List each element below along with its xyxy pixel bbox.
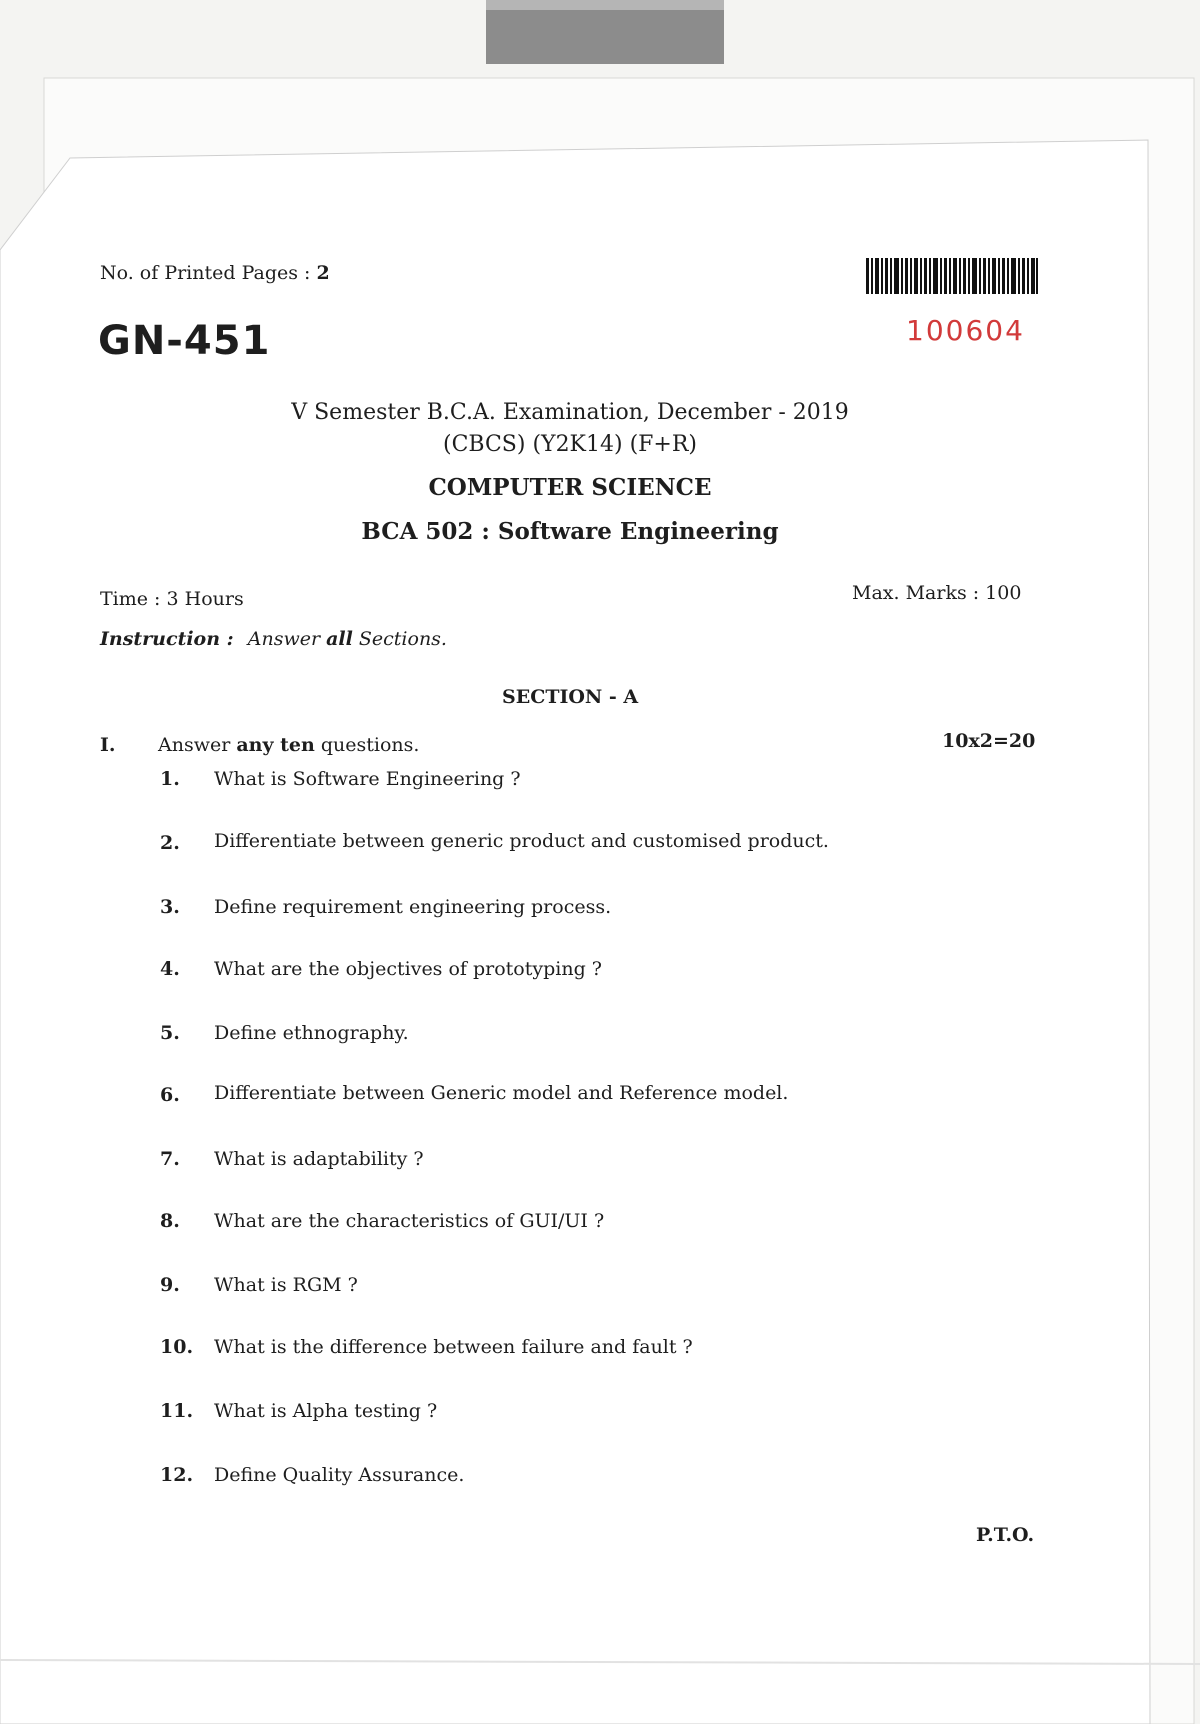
instruction-text-post: Sections. [358,628,447,650]
question-number: 9. [160,1274,180,1296]
paper-code: GN-451 [98,318,271,364]
question-number: 10. [160,1336,194,1358]
instruction-text-bold: all [326,628,353,650]
exam-title-line-1: V Semester B.C.A. Examination, December - 2019 [291,400,849,425]
question-text: Define ethnography. [214,1022,409,1044]
printed-pages-label [100,262,330,284]
section-a-marks: 10x2=20 [942,730,1036,752]
section-a-heading: SECTION - A [502,686,639,708]
subject-title: COMPUTER SCIENCE [428,474,712,501]
question-text: What are the objectives of prototyping ? [214,958,602,980]
question-number: 2. [160,832,180,854]
prompt-post: questions. [320,734,420,756]
instruction-line [100,628,447,650]
instruction-text-pre: Answer [247,628,321,650]
question-text: What are the characteristics of GUI/UI ? [214,1210,605,1232]
question-text: What is adaptability ? [214,1148,424,1170]
question-number: 12. [160,1464,194,1486]
printed-pages-text: No. of Printed Pages : [100,262,311,284]
question-number: 5. [160,1022,180,1044]
serial-number: 100604 [906,314,1025,347]
question-text: What is RGM ? [214,1274,358,1296]
prompt-bold: any ten [236,734,315,756]
question-number: 7. [160,1148,180,1170]
please-turn-over: P.T.O. [976,1524,1035,1546]
question-number: 3. [160,896,180,918]
section-a-prompt [158,734,419,756]
question-text: What is Alpha testing ? [214,1400,438,1422]
question-number: 8. [160,1210,180,1232]
section-roman-numeral: I. [100,734,116,756]
prompt-pre: Answer [158,734,231,756]
question-text: What is the difference between failure and fault ? [214,1336,693,1358]
question-text: Differentiate between Generic model and Reference model. [214,1082,789,1104]
question-text: Define requirement engineering process. [214,896,612,918]
question-text: Define Quality Assurance. [214,1464,465,1486]
instruction-label: Instruction : [100,628,234,650]
printed-pages-value: 2 [316,262,330,284]
question-number: 1. [160,768,180,790]
question-number: 4. [160,958,180,980]
question-text: Differentiate between generic product and customised product. [214,830,829,852]
barcode-image [866,258,1038,294]
question-number: 11. [160,1400,194,1422]
exam-title-line-2: (CBCS) (Y2K14) (F+R) [442,432,697,457]
max-marks: Max. Marks : 100 [852,582,1022,604]
time-allowed: Time : 3 Hours [100,588,244,610]
question-number: 6. [160,1084,180,1106]
course-title: BCA 502 : Software Engineering [361,518,779,545]
question-text: What is Software Engineering ? [214,768,521,790]
